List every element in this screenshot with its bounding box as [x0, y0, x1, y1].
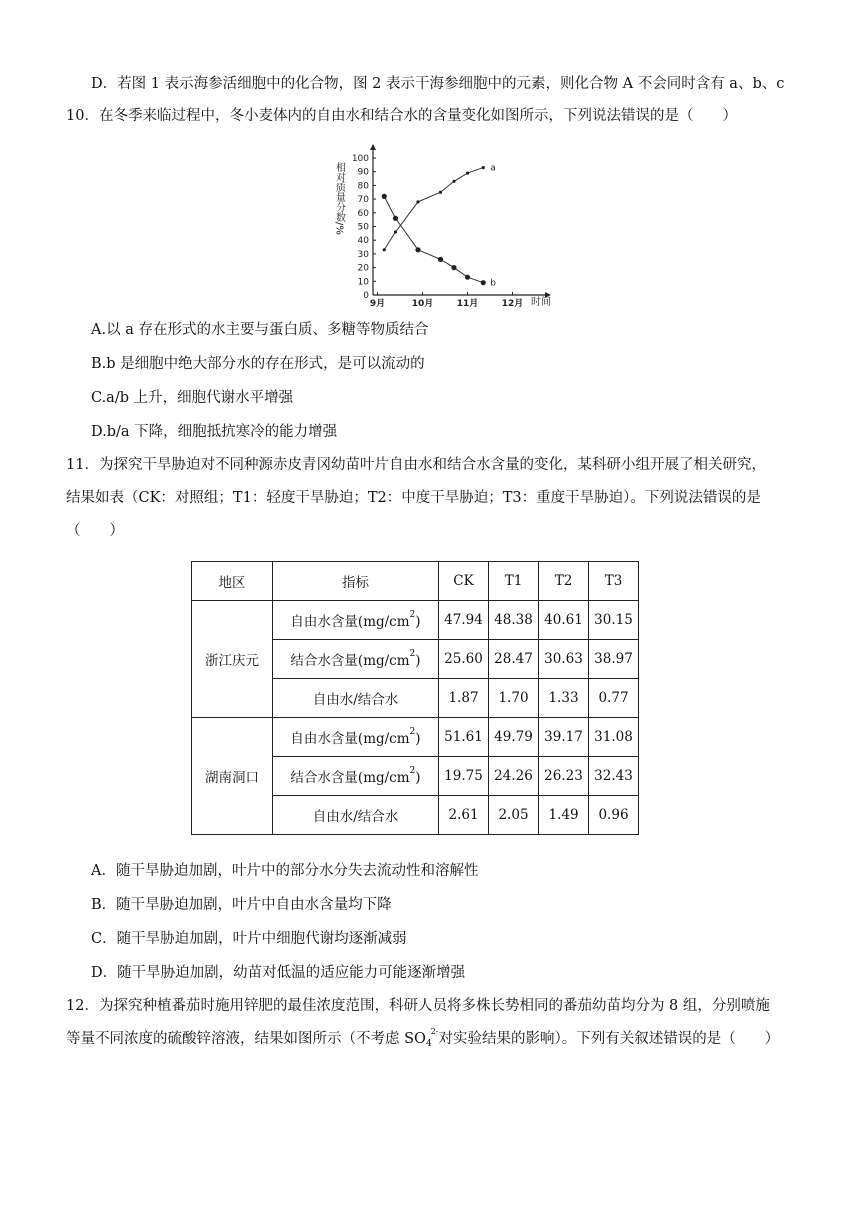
x-tick-label: 12月 — [501, 299, 524, 309]
value-cell: 51.61 — [439, 718, 489, 757]
value-cell: 32.43 — [589, 757, 639, 796]
q10-option-d: D.b/a 下降，细胞抵抗寒冷的能力增强 — [91, 424, 338, 440]
data-point-b — [465, 275, 470, 280]
y-tick-label: 30 — [357, 249, 369, 260]
q10-chart — [335, 140, 565, 315]
y-axis-arrow — [370, 144, 376, 150]
y-tick-label: 70 — [357, 195, 369, 206]
chart-series — [382, 164, 497, 289]
q9-option-d: D．若图 1 表示海参活细胞中的化合物，图 2 表示干海参细胞中的元素，则化合物 A 不会同时含有 a、b、c — [91, 76, 785, 92]
q10-stem: 10．在冬季来临过程中，冬小麦体内的自由水和结合水的含量变化如图所示，下列说法错误的是（ ） — [66, 108, 737, 124]
value-cell: 2.05 — [489, 796, 539, 835]
region-cell: 浙江庆元 — [192, 601, 273, 718]
metric-cell: 自由水/结合水 — [273, 796, 439, 835]
q11-option-a: A．随干旱胁迫加剧，叶片中的部分水分失去流动性和溶解性 — [91, 863, 479, 879]
metric-cell: 结合水含量$(mg/cm^2)$ — [273, 640, 439, 679]
data-point-b — [451, 265, 456, 270]
value-cell: 1.87 — [439, 679, 489, 718]
table-row — [192, 601, 639, 640]
y-tick-label: 80 — [357, 181, 369, 192]
value-cell: 1.70 — [489, 679, 539, 718]
header-cell: T1 — [489, 562, 539, 601]
header-cell: T3 — [589, 562, 639, 601]
value-cell: 24.26 — [489, 757, 539, 796]
value-cell: 19.75 — [439, 757, 489, 796]
data-point-a — [416, 200, 419, 203]
data-point-a — [452, 180, 455, 183]
x-tick-label: 9月 — [369, 299, 386, 309]
q11-option-d: D．随干旱胁迫加剧，幼苗对低温的适应能力可能逐渐增强 — [91, 965, 466, 981]
data-point-a — [439, 191, 442, 194]
table-row — [192, 718, 639, 757]
x-axis-label: 时间 — [531, 297, 551, 308]
q12-stem-line2: 等量不同浓度的硫酸锌溶液，结果如图所示（不考虑 $SO_4^{2-}$对实验结果的影响）。下列有关叙述错误的是（ ） — [66, 1027, 780, 1049]
y-tick-label: 100 — [351, 154, 369, 164]
value-cell: 30.15 — [589, 601, 639, 640]
series-label-a: a — [490, 163, 496, 174]
q11-option-c: C．随干旱胁迫加剧，叶片中细胞代谢均逐渐减弱 — [91, 931, 407, 947]
region-cell: 湖南洞口 — [192, 718, 273, 835]
data-point-b — [393, 216, 398, 221]
header-cell: 地区 — [192, 562, 273, 601]
metric-cell: 自由水含量$(mg/cm^2)$ — [273, 601, 439, 640]
data-point-a — [482, 166, 485, 169]
y-tick-label: 50 — [357, 222, 369, 233]
value-cell: 31.08 — [589, 718, 639, 757]
y-tick-label: 60 — [357, 208, 369, 219]
value-cell: 26.23 — [539, 757, 589, 796]
metric-cell: 自由水/结合水 — [273, 679, 439, 718]
q11-data-table — [191, 561, 639, 835]
data-point-a — [383, 248, 386, 251]
value-cell: 1.49 — [539, 796, 589, 835]
header-cell: T2 — [539, 562, 589, 601]
data-point-b — [438, 257, 443, 262]
header-cell: 指标 — [273, 562, 439, 601]
q10-option-a: A.以 a 存在形式的水主要与蛋白质、多糖等物质结合 — [91, 322, 429, 338]
value-cell: 2.61 — [439, 796, 489, 835]
value-cell: 25.60 — [439, 640, 489, 679]
value-cell: 28.47 — [489, 640, 539, 679]
table-header-row — [192, 562, 639, 601]
q11-stem-line2: 结果如表（CK：对照组；T1：轻度干旱胁迫；T2：中度干旱胁迫；T3：重度干旱胁迫）。下列说法错误的是 — [66, 490, 761, 506]
data-point-a — [466, 171, 469, 174]
data-point-b — [415, 247, 420, 252]
y-ticks — [352, 154, 376, 301]
value-cell: 1.33 — [539, 679, 589, 718]
y-tick-label: 10 — [357, 277, 369, 288]
value-cell: 49.79 — [489, 718, 539, 757]
y-tick-label: 20 — [357, 263, 369, 274]
series-line-a — [384, 168, 483, 250]
series-line-b — [384, 196, 483, 282]
y-axis-label: 相对质量分数/% — [333, 162, 345, 235]
q11-stem-line1: 11．为探究干旱胁迫对不同种源赤皮青冈幼苗叶片自由水和结合水含量的变化，某科研小组开展了相关研究， — [66, 457, 766, 473]
y-tick-label: 90 — [357, 167, 369, 178]
value-cell: 38.97 — [589, 640, 639, 679]
metric-cell: 结合水含量$(mg/cm^2)$ — [273, 757, 439, 796]
metric-cell: 自由水含量$(mg/cm^2)$ — [273, 718, 439, 757]
series-label-b: b — [490, 278, 496, 289]
header-cell: CK — [439, 562, 489, 601]
q10-option-b: B.b 是细胞中绝大部分水的存在形式，是可以流动的 — [91, 356, 425, 372]
data-point-a — [394, 230, 397, 233]
data-point-b — [382, 194, 387, 199]
q11-stem-line3: （ ） — [66, 523, 124, 539]
q12-stem-line1: 12．为探究种植番茄时施用锌肥的最佳浓度范围，科研人员将多株长势相同的番茄幼苗均分为 8 组，分别喷施 — [66, 998, 770, 1014]
q11-option-b: B．随干旱胁迫加剧，叶片中自由水含量均下降 — [91, 897, 392, 913]
data-point-b — [481, 280, 486, 285]
value-cell: 0.77 — [589, 679, 639, 718]
y-tick-label: 40 — [357, 236, 369, 247]
value-cell: 40.61 — [539, 601, 589, 640]
y-tick-label: 0 — [363, 291, 369, 301]
value-cell: 47.94 — [439, 601, 489, 640]
x-tick-label: 11月 — [456, 299, 479, 309]
value-cell: 30.63 — [539, 640, 589, 679]
value-cell: 39.17 — [539, 718, 589, 757]
value-cell: 48.38 — [489, 601, 539, 640]
value-cell: 0.96 — [589, 796, 639, 835]
x-tick-label: 10月 — [411, 299, 434, 309]
q10-option-c: C.a/b 上升，细胞代谢水平增强 — [91, 390, 294, 406]
